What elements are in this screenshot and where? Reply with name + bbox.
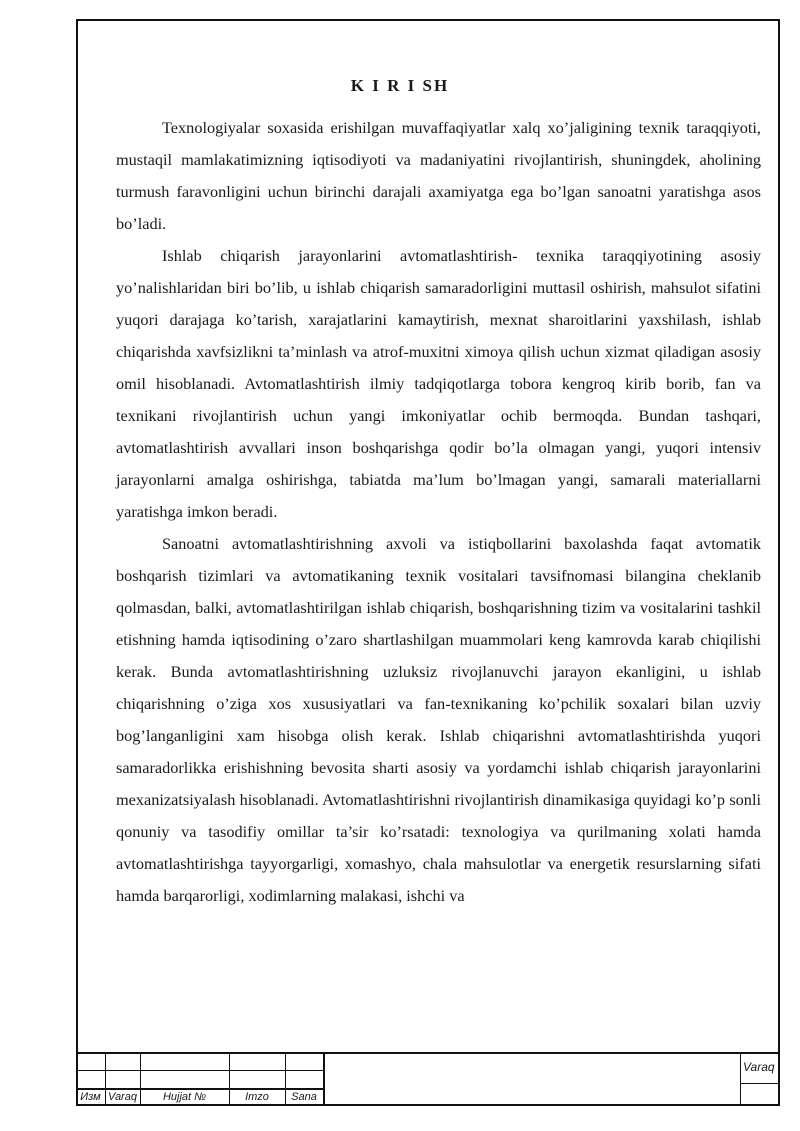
paragraph-automation: Ishlab chiqarish jarayonlarini avtomatlashtirish- texnika taraqqiyotining asosiy yo’nalishlaridan biri bo’lib, u ishlab chiqarish samaradorligini muttasil oshirish, mahsulot sifatini yuqori darajaga ko’tarish, xarajatlarini kamaytirish, mexnat sharoitlarini yaxshilash, ishlab chiqarishda xavfsizlikni ta’minlash va atrof-muxitni ximoya qilish uchun xizmat qiladigan asosiy omil hisoblanadi. Avtomatlashtirish ilmiy tadqiqotlarga tobora kengroq kirib borib, fan va texnikani rivojlantirish uchun yangi imkoniyatlar ochib bermoqda. Bundan tashqari, avtomatlashtirish avvallari inson boshqarishga qodir bo’la olmagan yangi, yuqori intensiv jarayonlarni amalga oshirishga, tabiatda ma’lum bo’lmagan yangi, samarali materiallarni yaratishga imkon beradi. xyxy=(116,246,761,521)
stamp-label-signature: Imzo xyxy=(245,1091,269,1103)
sheet-number-box xyxy=(740,1054,778,1106)
stamp-label-date: Sana xyxy=(291,1091,317,1103)
stamp-label-document-number: Hujjat № xyxy=(162,1091,207,1103)
stamp-label-sheet: Varaq xyxy=(108,1091,137,1103)
stamp-label-change: Изм xyxy=(80,1091,101,1103)
sheet-number-label: Varaq xyxy=(743,1060,775,1074)
document-body xyxy=(116,112,761,912)
paragraph-assessment: Sanoatni avtomatlashtirishning axvoli va istiqbollarini baxolashda faqat avtomatik boshqarish tizimlari va avtomatikaning texnik vositalari tavsifnomasi bilangina cheklanib qolmasdan, balki, avtomatlashtirilgan ishlab chiqarish, boshqarishning tizim va vositalarini tashkil etishning hamda iqtisodining o’zaro shartlashilgan muammolari keng kamrovda karab chiqilishi kerak. Bunda avtomatlashtirishning uzluksiz rivojlanuvchi jarayon ekanligini, u ishlab chiqarishning o’ziga xos xususiyatlari va fan-texnikaning ko’pchilik soxalari bilan uzviy bog’langanligini xam hisobga olish kerak. Ishlab chiqarishni avtomatlashtirishda yuqori samaradorlikka erishishning bevosita sharti asosiy va yordamchi ishlab chiqarish jarayonlarini mexanizatsiyalash hisoblanadi. Avtomatlashtirishni rivojlantirish dinamikasiga quyidagi ko’p sonli qonuniy va tasodifiy omillar ta’sir ko’rsatadi: texnologiya va qurilmaning xolati hamda avtomatlashtirishga tayyorgarligi, xomashyo, chala mahsulotlar va energetik resurslarning sifati hamda barqarorligi, xodimlarning malakasi, ishchi va xyxy=(116,534,761,905)
stamp-grid xyxy=(76,1054,325,1106)
title-block-stamp xyxy=(76,1052,780,1106)
page-title: K I R I SH xyxy=(350,76,450,95)
paragraph-intro: Texnologiyalar soxasida erishilgan muvaffaqiyatlar xalq xo’jaligining texnik taraqqiyoti, mustaqil mamlakatimizning iqtisodiyoti va madaniyatini rivojlantirish, shuningdek, aholining turmush faravonligini uchun birinchi darajali axamiyatga ega bo’lgan sanoatni yaratishga asos bo’ladi. xyxy=(116,118,761,233)
